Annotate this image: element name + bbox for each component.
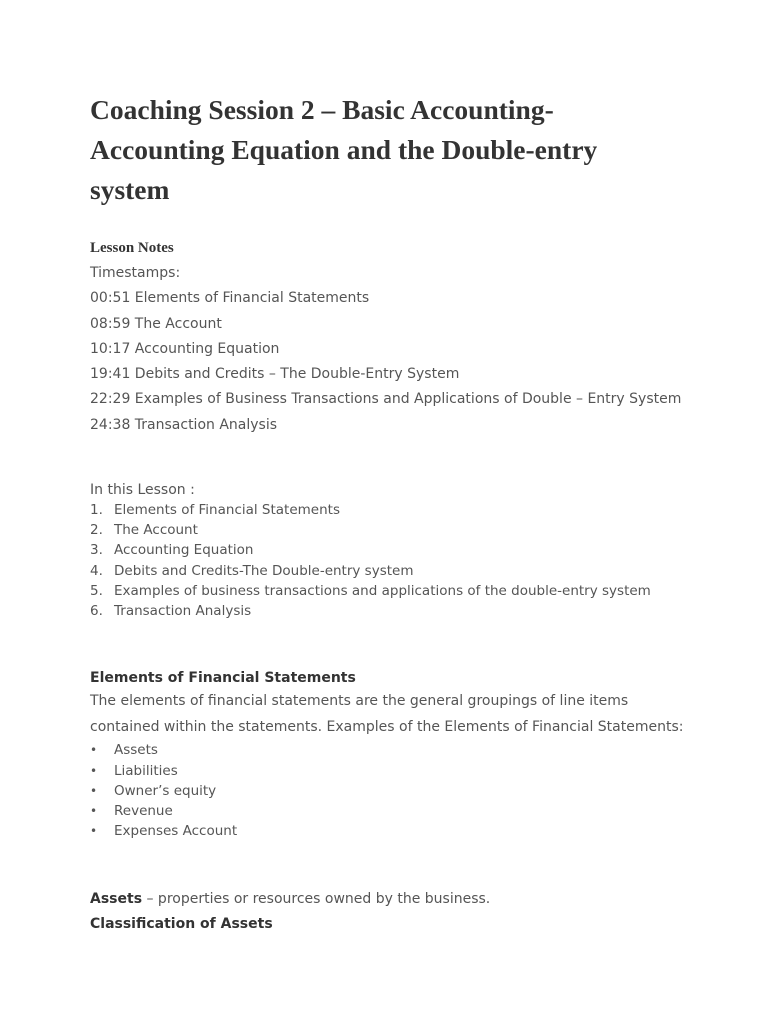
title-line-1: Coaching Session 2 – Basic Accounting- [90, 94, 554, 125]
timestamp-item: 19:41 Debits and Credits – The Double-Entry System [90, 366, 460, 383]
timestamps-label: Timestamps: [90, 265, 181, 281]
list-number: 4. [90, 562, 103, 579]
timestamp-item: 22:29 Examples of Business Transactions and Applications of Double – Entry System [90, 391, 682, 408]
timestamp-item: 00:51 Elements of Financial Statements [90, 290, 370, 307]
in-this-lesson-label: In this Lesson : [90, 482, 195, 499]
list-item [90, 581, 730, 601]
assets-definition-line [90, 887, 730, 913]
list-item-text: Debits and Credits-The Double-entry system [114, 562, 414, 579]
list-item-text: Liabilities [114, 762, 178, 779]
elements-heading: Elements of Financial Statements [90, 670, 356, 687]
list-item-text: Elements of Financial Statements [114, 502, 340, 519]
list-item-text: The Account [114, 522, 198, 539]
list-item-text: Expenses Account [114, 823, 238, 840]
list-item-text: Examples of business transactions and applications of the double-entry system [114, 582, 651, 599]
list-number: 1. [90, 502, 103, 519]
assets-definition: – properties or resources owned by the business. [142, 891, 491, 908]
list-number: 2. [90, 522, 103, 539]
list-number: 5. [90, 582, 103, 599]
list-item [90, 801, 730, 821]
timestamp-item: 24:38 Transaction Analysis [90, 416, 278, 433]
elements-paragraph [90, 689, 730, 740]
list-item-text: Assets [114, 742, 158, 759]
list-item [90, 540, 730, 560]
page-title [90, 90, 730, 210]
bullet-icon: • [90, 763, 98, 778]
list-item [90, 761, 730, 781]
list-item [90, 821, 730, 841]
list-item [90, 561, 730, 581]
list-number: 6. [90, 603, 103, 620]
list-item-text: Accounting Equation [114, 542, 254, 559]
timestamp-item: 10:17 Accounting Equation [90, 340, 280, 357]
bullet-icon: • [90, 743, 98, 758]
bullet-icon: • [90, 803, 98, 818]
list-item [90, 740, 730, 760]
list-item-text: Owner’s equity [114, 782, 217, 799]
list-item-text: Transaction Analysis [114, 603, 252, 620]
list-item-text: Revenue [114, 802, 173, 819]
list-item [90, 781, 730, 801]
paragraph-line: contained within the statements. Examples of the Elements of Financial Statements: [90, 718, 684, 735]
assets-term: Assets [90, 891, 143, 908]
title-line-3: system [90, 174, 170, 205]
timestamp-item: 08:59 The Account [90, 315, 222, 332]
elements-list [90, 740, 730, 841]
lesson-notes-heading: Lesson Notes [90, 240, 174, 256]
list-item [90, 520, 730, 540]
bullet-icon: • [90, 824, 98, 839]
title-line-2: Accounting Equation and the Double-entry [90, 134, 598, 165]
list-item [90, 601, 730, 621]
paragraph-line: The elements of financial statements are the general groupings of line items [90, 693, 629, 710]
list-item [90, 500, 730, 520]
document-page [90, 90, 730, 935]
classification-heading: Classification of Assets [90, 915, 273, 932]
list-number: 3. [90, 542, 103, 559]
bullet-icon: • [90, 783, 98, 798]
lesson-items-list [90, 500, 730, 621]
